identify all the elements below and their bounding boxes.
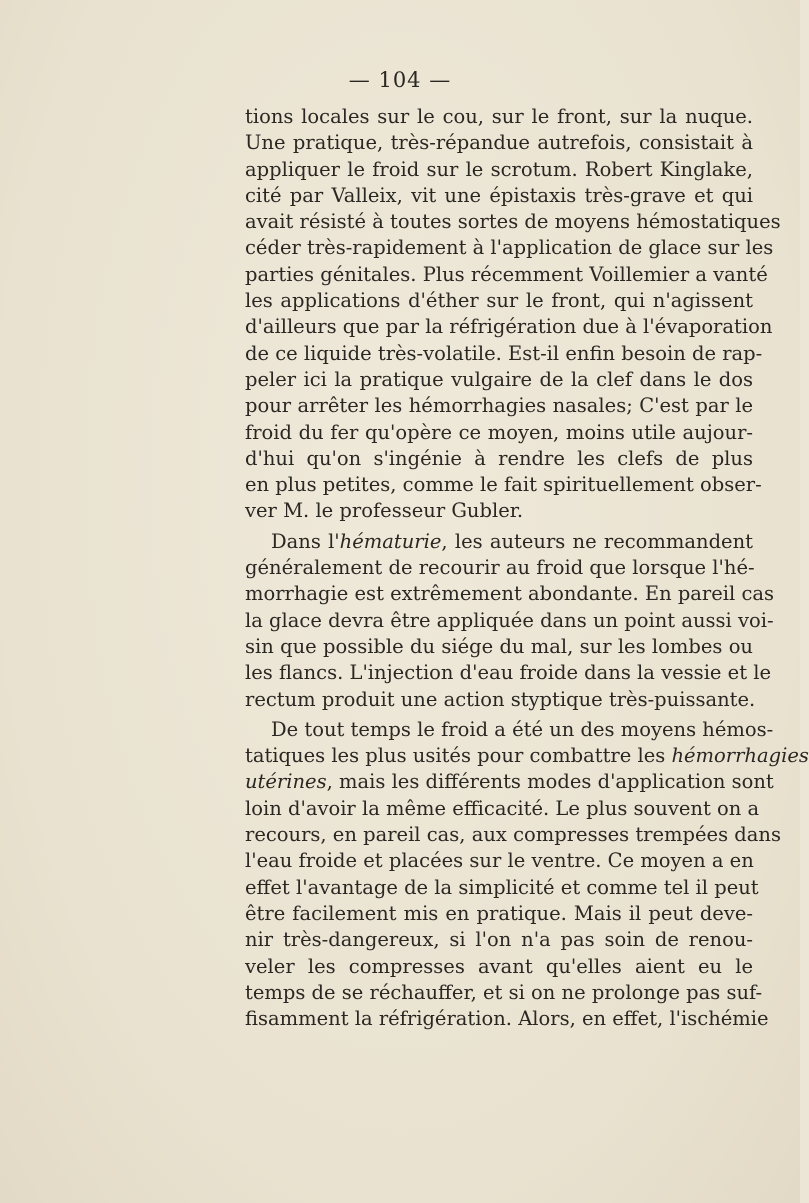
- text-line: appliquer le froid sur le scrotum. Robert Kinglake,: [245, 157, 753, 181]
- text-line: en plus petites, comme le fait spirituellement obser-: [245, 473, 762, 497]
- text-line: froid du fer qu'opère ce moyen, moins utile aujour-: [245, 420, 753, 444]
- text-line: [245, 743, 809, 769]
- text-line: Une pratique, très-répandue autrefois, consistait à: [245, 131, 753, 155]
- text-line: effet l'avantage de la simplicité et comme tel il peut: [245, 875, 759, 899]
- text-line: veler les compresses avant qu'elles aient eu le: [245, 954, 753, 978]
- text-line: sin que possible du siége du mal, sur les lombes ou: [245, 634, 753, 658]
- italic-term: utérines: [245, 770, 327, 794]
- paragraph-3: [245, 717, 809, 1033]
- page-number: — 104 —: [348, 68, 452, 92]
- text-line: être facilement mis en pratique. Mais il peut deve-: [245, 901, 753, 925]
- text-line: tions locales sur le cou, sur le front, sur la nuque.: [245, 105, 753, 128]
- text-line: de ce liquide très-volatile. Est-il enfin besoin de rap-: [245, 341, 763, 365]
- italic-term: hémorrhagies: [671, 744, 809, 768]
- text-line: [245, 529, 753, 555]
- text-line: loin d'avoir la même efficacité. Le plus souvent on a: [245, 796, 760, 820]
- text-line: cité par Valleix, vit une épistaxis très-grave et qui: [245, 183, 753, 207]
- text-run: , les auteurs ne recommandent: [441, 529, 753, 553]
- text-line: l'eau froide et placées sur le ventre. Ce moyen a en: [245, 849, 754, 873]
- text-line: fisamment la réfrigération. Alors, en effet, l'ischémie: [245, 1007, 769, 1031]
- paragraph-2: [245, 529, 775, 713]
- text-run: tatiques les plus usités pour combattre les: [245, 744, 672, 768]
- italic-term: hématurie: [339, 529, 442, 553]
- text-line: d'ailleurs que par la réfrigération due à l'évaporation: [245, 315, 773, 339]
- text-line: [245, 769, 774, 795]
- text-line: nir très-dangereux, si l'on n'a pas soin de renou-: [245, 928, 753, 952]
- text-line: pour arrêter les hémorrhagies nasales; C'est par le: [245, 394, 753, 418]
- text-run: , mais les différents modes d'application sont: [326, 770, 774, 794]
- text-line: céder très-rapidement à l'application de glace sur les: [245, 236, 774, 260]
- text-line: recours, en pareil cas, aux compresses trempées dans: [245, 823, 781, 847]
- body-text: [245, 104, 809, 1032]
- paragraph-1: [245, 104, 781, 525]
- text-line: rectum produit une action styptique très-puissante.: [245, 687, 756, 711]
- text-line: ver M. le professeur Gubler.: [245, 499, 524, 523]
- text-line: la glace devra être appliquée dans un point aussi voi-: [245, 608, 774, 632]
- text-line: les flancs. L'injection d'eau froide dans la vessie et le: [245, 661, 772, 685]
- text-line: De tout temps le froid a été un des moyens hémos-: [271, 717, 774, 741]
- text-line: morrhagie est extrêmement abondante. En pareil cas: [245, 582, 775, 606]
- text-line: généralement de recourir au froid que lorsque l'hé-: [245, 556, 755, 580]
- text-line: peler ici la pratique vulgaire de la clef dans le dos: [245, 367, 753, 391]
- text-line: d'hui qu'on s'ingénie à rendre les clefs de plus: [245, 446, 753, 470]
- text-line: parties génitales. Plus récemment Voillemier a vanté: [245, 262, 768, 286]
- text-run: Dans l': [271, 529, 340, 553]
- text-line: les applications d'éther sur le front, qui n'agissent: [245, 289, 753, 313]
- text-line: temps de se réchauffer, et si on ne prolonge pas suf-: [245, 980, 763, 1004]
- text-line: avait résisté à toutes sortes de moyens hémostatiques: [245, 210, 781, 234]
